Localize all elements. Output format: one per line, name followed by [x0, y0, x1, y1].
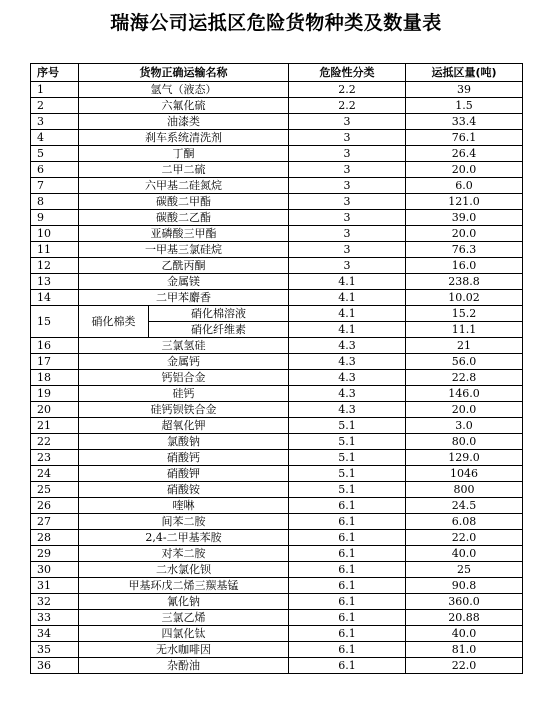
- hazard-class: 6.1: [289, 594, 406, 610]
- quantity: 26.4: [406, 146, 523, 162]
- quantity: 1.5: [406, 98, 523, 114]
- goods-name: 氩气（液态）: [79, 82, 289, 98]
- table-row: [31, 258, 523, 274]
- goods-name: 超氧化钾: [79, 418, 289, 434]
- row-number: 27: [31, 514, 79, 530]
- column-header-name: 货物正确运输名称: [79, 64, 289, 82]
- table-row: [31, 402, 523, 418]
- table-row: [31, 162, 523, 178]
- hazard-class: 5.1: [289, 450, 406, 466]
- row-number: 10: [31, 226, 79, 242]
- row-number: 21: [31, 418, 79, 434]
- hazard-class: 3: [289, 162, 406, 178]
- hazard-class: 6.1: [289, 626, 406, 642]
- quantity: 24.5: [406, 498, 523, 514]
- goods-name: 二水氯化钡: [79, 562, 289, 578]
- row-number: 17: [31, 354, 79, 370]
- hazard-class: 2.2: [289, 98, 406, 114]
- hazard-class: 6.1: [289, 642, 406, 658]
- quantity: 39.0: [406, 210, 523, 226]
- quantity: 11.1: [406, 322, 523, 338]
- quantity: 121.0: [406, 194, 523, 210]
- goods-group-name: 硝化棉类: [79, 306, 149, 338]
- row-number: 20: [31, 402, 79, 418]
- goods-name: 硅钙钡铁合金: [79, 402, 289, 418]
- goods-name: 碳酸二甲酯: [79, 194, 289, 210]
- hazard-class: 4.3: [289, 402, 406, 418]
- hazard-class: 4.1: [289, 322, 406, 338]
- column-header-qty: 运抵区量(吨): [406, 64, 523, 82]
- hazard-class: 6.1: [289, 498, 406, 514]
- row-number: 30: [31, 562, 79, 578]
- row-number: 33: [31, 610, 79, 626]
- hazard-class: 6.1: [289, 546, 406, 562]
- hazard-class: 3: [289, 146, 406, 162]
- hazard-class: 3: [289, 114, 406, 130]
- hazard-class: 4.3: [289, 370, 406, 386]
- table-row: [31, 386, 523, 402]
- table-row: [31, 242, 523, 258]
- goods-name: 氯酸钠: [79, 434, 289, 450]
- goods-name: 二甲二硫: [79, 162, 289, 178]
- hazard-class: 6.1: [289, 530, 406, 546]
- row-number: 19: [31, 386, 79, 402]
- quantity: 129.0: [406, 450, 523, 466]
- row-number: 26: [31, 498, 79, 514]
- row-number: 36: [31, 658, 79, 674]
- hazard-class: 6.1: [289, 562, 406, 578]
- goods-name: 对苯二胺: [79, 546, 289, 562]
- quantity: 81.0: [406, 642, 523, 658]
- hazard-class: 3: [289, 178, 406, 194]
- table-row: [31, 578, 523, 594]
- quantity: 90.8: [406, 578, 523, 594]
- row-number: 8: [31, 194, 79, 210]
- quantity: 40.0: [406, 546, 523, 562]
- hazard-class: 3: [289, 210, 406, 226]
- hazard-class: 3: [289, 226, 406, 242]
- quantity: 76.3: [406, 242, 523, 258]
- table-row: [31, 546, 523, 562]
- row-number: 3: [31, 114, 79, 130]
- row-number: 2: [31, 98, 79, 114]
- table-row: [31, 178, 523, 194]
- goods-name: 甲基环戊二烯三羰基锰: [79, 578, 289, 594]
- row-number: 29: [31, 546, 79, 562]
- quantity: 40.0: [406, 626, 523, 642]
- row-number: 23: [31, 450, 79, 466]
- quantity: 33.4: [406, 114, 523, 130]
- table-row: [31, 370, 523, 386]
- table-row: [31, 530, 523, 546]
- row-number: 28: [31, 530, 79, 546]
- goods-name: 金属钙: [79, 354, 289, 370]
- hazard-class: 4.1: [289, 274, 406, 290]
- table-row: [31, 498, 523, 514]
- table-row: [31, 274, 523, 290]
- quantity: 10.02: [406, 290, 523, 306]
- hazard-class: 5.1: [289, 434, 406, 450]
- goods-name: 间苯二胺: [79, 514, 289, 530]
- quantity: 238.8: [406, 274, 523, 290]
- table-row: [31, 210, 523, 226]
- hazard-class: 3: [289, 258, 406, 274]
- row-number: 11: [31, 242, 79, 258]
- quantity: 146.0: [406, 386, 523, 402]
- quantity: 800: [406, 482, 523, 498]
- quantity: 56.0: [406, 354, 523, 370]
- table-row: [31, 226, 523, 242]
- goods-name: 无水咖啡因: [79, 642, 289, 658]
- hazard-class: 3: [289, 130, 406, 146]
- table-row: [31, 98, 523, 114]
- column-header-class: 危险性分类: [289, 64, 406, 82]
- quantity: 3.0: [406, 418, 523, 434]
- row-number: 25: [31, 482, 79, 498]
- goods-name: 杂酚油: [79, 658, 289, 674]
- hazard-class: 3: [289, 242, 406, 258]
- row-number: 13: [31, 274, 79, 290]
- quantity: 22.8: [406, 370, 523, 386]
- goods-name: 2,4-二甲基苯胺: [79, 530, 289, 546]
- row-number: 18: [31, 370, 79, 386]
- row-number: 24: [31, 466, 79, 482]
- goods-name: 三氯氢硅: [79, 338, 289, 354]
- quantity: 20.0: [406, 162, 523, 178]
- hazard-class: 2.2: [289, 82, 406, 98]
- dangerous-goods-table: [30, 63, 523, 674]
- row-number: 22: [31, 434, 79, 450]
- quantity: 360.0: [406, 594, 523, 610]
- table-row: [31, 338, 523, 354]
- table-row: [31, 466, 523, 482]
- goods-name: 一甲基三氯硅烷: [79, 242, 289, 258]
- hazard-class: 6.1: [289, 610, 406, 626]
- row-number: 4: [31, 130, 79, 146]
- table-row: [31, 450, 523, 466]
- hazard-class: 5.1: [289, 466, 406, 482]
- goods-name: 喹啉: [79, 498, 289, 514]
- table-row: [31, 130, 523, 146]
- row-number: 16: [31, 338, 79, 354]
- goods-name: 二甲苯麝香: [79, 290, 289, 306]
- table-row: [31, 610, 523, 626]
- table-row: [31, 290, 523, 306]
- goods-name: 刹车系统清洗剂: [79, 130, 289, 146]
- goods-name: 硝酸铵: [79, 482, 289, 498]
- table-row: [31, 658, 523, 674]
- table-row: [31, 114, 523, 130]
- table-row: [31, 562, 523, 578]
- goods-name: 硝酸钙: [79, 450, 289, 466]
- table-row: [31, 514, 523, 530]
- quantity: 15.2: [406, 306, 523, 322]
- column-header-seq: 序号: [31, 64, 79, 82]
- row-number: 32: [31, 594, 79, 610]
- hazard-class: 6.1: [289, 514, 406, 530]
- hazard-class: 3: [289, 194, 406, 210]
- goods-name: 碳酸二乙酯: [79, 210, 289, 226]
- table-header-row: [31, 64, 523, 82]
- row-number: 1: [31, 82, 79, 98]
- hazard-class: 4.3: [289, 338, 406, 354]
- quantity: 20.0: [406, 402, 523, 418]
- quantity: 6.0: [406, 178, 523, 194]
- quantity: 20.88: [406, 610, 523, 626]
- quantity: 39: [406, 82, 523, 98]
- quantity: 76.1: [406, 130, 523, 146]
- row-number: 15: [31, 306, 79, 338]
- goods-name: 丁酮: [79, 146, 289, 162]
- goods-name: 油漆类: [79, 114, 289, 130]
- goods-name: 硅钙: [79, 386, 289, 402]
- goods-name: 氰化钠: [79, 594, 289, 610]
- hazard-class: 5.1: [289, 418, 406, 434]
- goods-name: 金属镁: [79, 274, 289, 290]
- goods-name: 硝化棉溶液: [149, 306, 289, 322]
- row-number: 31: [31, 578, 79, 594]
- goods-name: 六甲基二硅氮烷: [79, 178, 289, 194]
- table-row: [31, 626, 523, 642]
- table-row: [31, 82, 523, 98]
- table-row: [31, 146, 523, 162]
- goods-name: 六氟化硫: [79, 98, 289, 114]
- quantity: 20.0: [406, 226, 523, 242]
- quantity: 6.08: [406, 514, 523, 530]
- row-number: 34: [31, 626, 79, 642]
- goods-name: 亚磷酸三甲酯: [79, 226, 289, 242]
- page-title: 瑞海公司运抵区危险货物种类及数量表: [110, 12, 442, 34]
- quantity: 22.0: [406, 658, 523, 674]
- table-row: [31, 594, 523, 610]
- quantity: 25: [406, 562, 523, 578]
- table-row: [31, 418, 523, 434]
- hazard-class: 6.1: [289, 658, 406, 674]
- row-number: 9: [31, 210, 79, 226]
- hazard-class: 4.3: [289, 354, 406, 370]
- hazard-class: 6.1: [289, 578, 406, 594]
- row-number: 6: [31, 162, 79, 178]
- row-number: 12: [31, 258, 79, 274]
- goods-name: 三氯乙烯: [79, 610, 289, 626]
- table-row: [31, 354, 523, 370]
- table-row: [31, 482, 523, 498]
- row-number: 14: [31, 290, 79, 306]
- hazard-class: 5.1: [289, 482, 406, 498]
- table-row: [31, 306, 523, 322]
- hazard-class: 4.3: [289, 386, 406, 402]
- table-row: [31, 194, 523, 210]
- goods-name: 四氯化钛: [79, 626, 289, 642]
- quantity: 80.0: [406, 434, 523, 450]
- hazard-class: 4.1: [289, 306, 406, 322]
- quantity: 16.0: [406, 258, 523, 274]
- hazard-class: 4.1: [289, 290, 406, 306]
- row-number: 5: [31, 146, 79, 162]
- goods-name: 硝化纤维素: [149, 322, 289, 338]
- row-number: 35: [31, 642, 79, 658]
- quantity: 22.0: [406, 530, 523, 546]
- quantity: 1046: [406, 466, 523, 482]
- goods-name: 硝酸钾: [79, 466, 289, 482]
- row-number: 7: [31, 178, 79, 194]
- quantity: 21: [406, 338, 523, 354]
- goods-name: 钙铝合金: [79, 370, 289, 386]
- goods-name: 乙酰丙酮: [79, 258, 289, 274]
- table-row: [31, 434, 523, 450]
- table-row: [31, 642, 523, 658]
